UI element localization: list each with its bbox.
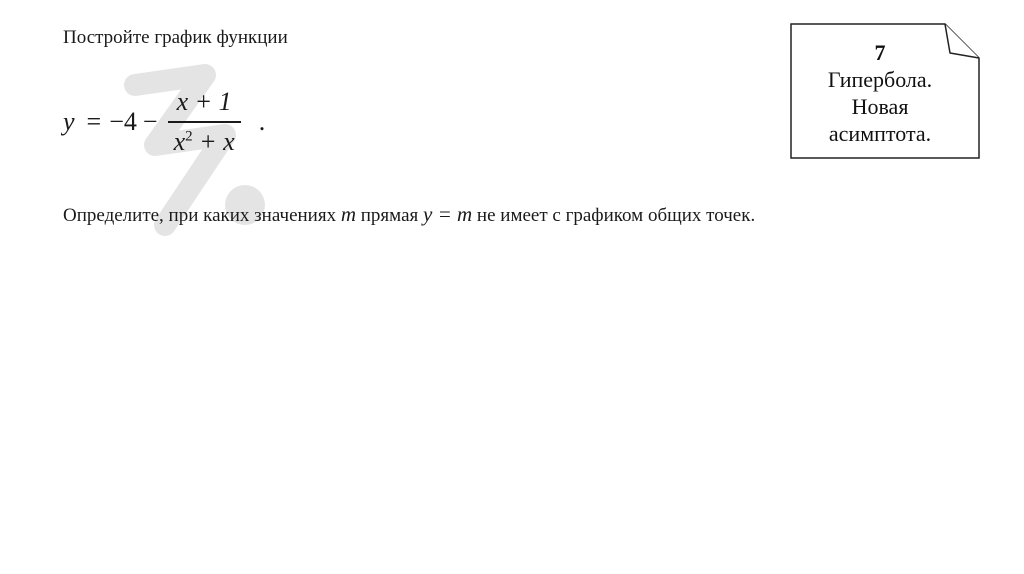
- note-number: 7: [874, 40, 886, 65]
- formula-equals: =: [86, 107, 102, 136]
- fraction-denominator: [168, 123, 241, 157]
- formula-end: .: [258, 107, 266, 136]
- fraction-numerator: x + 1: [176, 87, 232, 116]
- question-part-3: не имеет с графиком общих точек.: [472, 205, 756, 226]
- formula-constant: −4: [109, 107, 137, 136]
- note-line-2: Новая: [851, 94, 909, 119]
- note-line-3: асимптота.: [828, 121, 932, 146]
- question-part-1: Определите, при каких значениях: [63, 205, 341, 226]
- formula-lhs: y: [63, 107, 75, 136]
- note-line-1: Гипербола.: [827, 67, 933, 92]
- denominator-power: 2: [185, 128, 193, 145]
- note-text: [790, 39, 970, 147]
- task-title: Постройте график функции: [63, 27, 288, 48]
- denominator-rest: + x: [192, 127, 235, 156]
- question-var-m: m: [340, 202, 357, 226]
- note-card: [790, 23, 980, 159]
- question-equation: y = m: [423, 202, 473, 226]
- function-formula: [63, 82, 265, 162]
- question-part-2: прямая: [356, 205, 423, 226]
- denominator-base: x: [173, 127, 186, 156]
- formula-fraction: [168, 87, 241, 157]
- task-question: [63, 201, 755, 229]
- formula-minus: −: [142, 107, 158, 136]
